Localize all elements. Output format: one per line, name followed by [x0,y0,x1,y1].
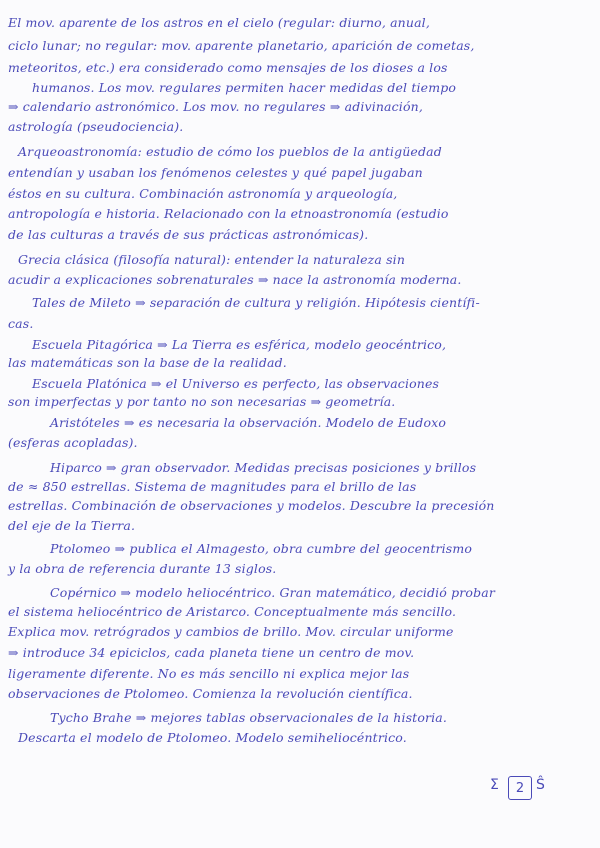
page-number-value: 2 [515,780,525,796]
note-line: del eje de la Tierra. [8,518,136,533]
note-line: de las culturas a través de sus prácticas astronómicas). [8,227,369,242]
note-line: Tycho Brahe ⇒ mejores tablas observacionales de la historia. [50,710,448,725]
note-line: y la obra de referencia durante 13 siglos. [8,561,277,576]
note-line: cas. [8,316,34,331]
note-line: observaciones de Ptolomeo. Comienza la revolución científica. [8,686,413,701]
note-line: ligeramente diferente. No es más sencillo ni explica mejor las [8,666,410,681]
note-line: Hiparco ⇒ gran observador. Medidas precisas posiciones y brillos [50,460,477,475]
note-line: de ≈ 850 estrellas. Sistema de magnitudes para el brillo de las [8,479,417,494]
note-line: Grecia clásica (filosofía natural): entender la naturaleza sin [18,252,406,267]
note-line: ⇒ introduce 34 epiciclos, cada planeta tiene un centro de mov. [8,645,415,660]
note-line: Escuela Platónica ⇒ el Universo es perfecto, las observaciones [32,376,440,391]
note-line: entendían y usaban los fenómenos celestes y qué papel jugaban [8,165,423,180]
note-line: éstos en su cultura. Combinación astronomía y arqueología, [8,186,398,201]
note-line: el sistema heliocéntrico de Aristarco. Conceptualmente más sencillo. [8,604,457,619]
note-line: Descarta el modelo de Ptolomeo. Modelo semiheliocéntrico. [18,730,407,745]
note-line: Copérnico ⇒ modelo heliocéntrico. Gran matemático, decidió probar [50,585,495,600]
note-line: son imperfectas y por tanto no son necesarias ⇒ geometría. [8,394,396,409]
note-line: ciclo lunar; no regular: mov. aparente planetario, aparición de cometas, [8,38,475,53]
note-line: las matemáticas son la base de la realidad. [8,355,287,370]
note-line: Ptolomeo ⇒ publica el Almagesto, obra cumbre del geocentrismo [50,541,473,556]
note-line: (esferas acopladas). [8,435,138,450]
note-line: humanos. Los mov. regulares permiten hacer medidas del tiempo [32,80,457,95]
note-line: Arqueoastronomía: estudio de cómo los pueblos de la antigüedad [18,144,442,159]
note-line: acudir a explicaciones sobrenaturales ⇒ nace la astronomía moderna. [8,272,462,287]
page-mark-left: Σ [490,777,499,793]
note-line: ⇒ calendario astronómico. Los mov. no regulares ⇒ adivinación, [8,99,423,114]
note-line: meteoritos, etc.) era considerado como mensajes de los dioses a los [8,60,448,75]
note-line: astrología (pseudociencia). [8,119,184,134]
note-line: estrellas. Combinación de observaciones y modelos. Descubre la precesión [8,498,495,513]
note-line: El mov. aparente de los astros en el cielo (regular: diurno, anual, [8,15,430,30]
note-line: Tales de Mileto ⇒ separación de cultura y religión. Hipótesis científi- [32,295,480,310]
page-mark-right: Ŝ [536,777,545,793]
note-line: antropología e historia. Relacionado con la etnoastronomía (estudio [8,206,449,221]
note-line: Explica mov. retrógrados y cambios de brillo. Mov. circular uniforme [8,624,454,639]
note-line: Aristóteles ⇒ es necesaria la observación. Modelo de Eudoxo [50,415,447,430]
page-number [508,776,532,800]
note-line: Escuela Pitagórica ⇒ La Tierra es esférica, modelo geocéntrico, [32,337,447,352]
